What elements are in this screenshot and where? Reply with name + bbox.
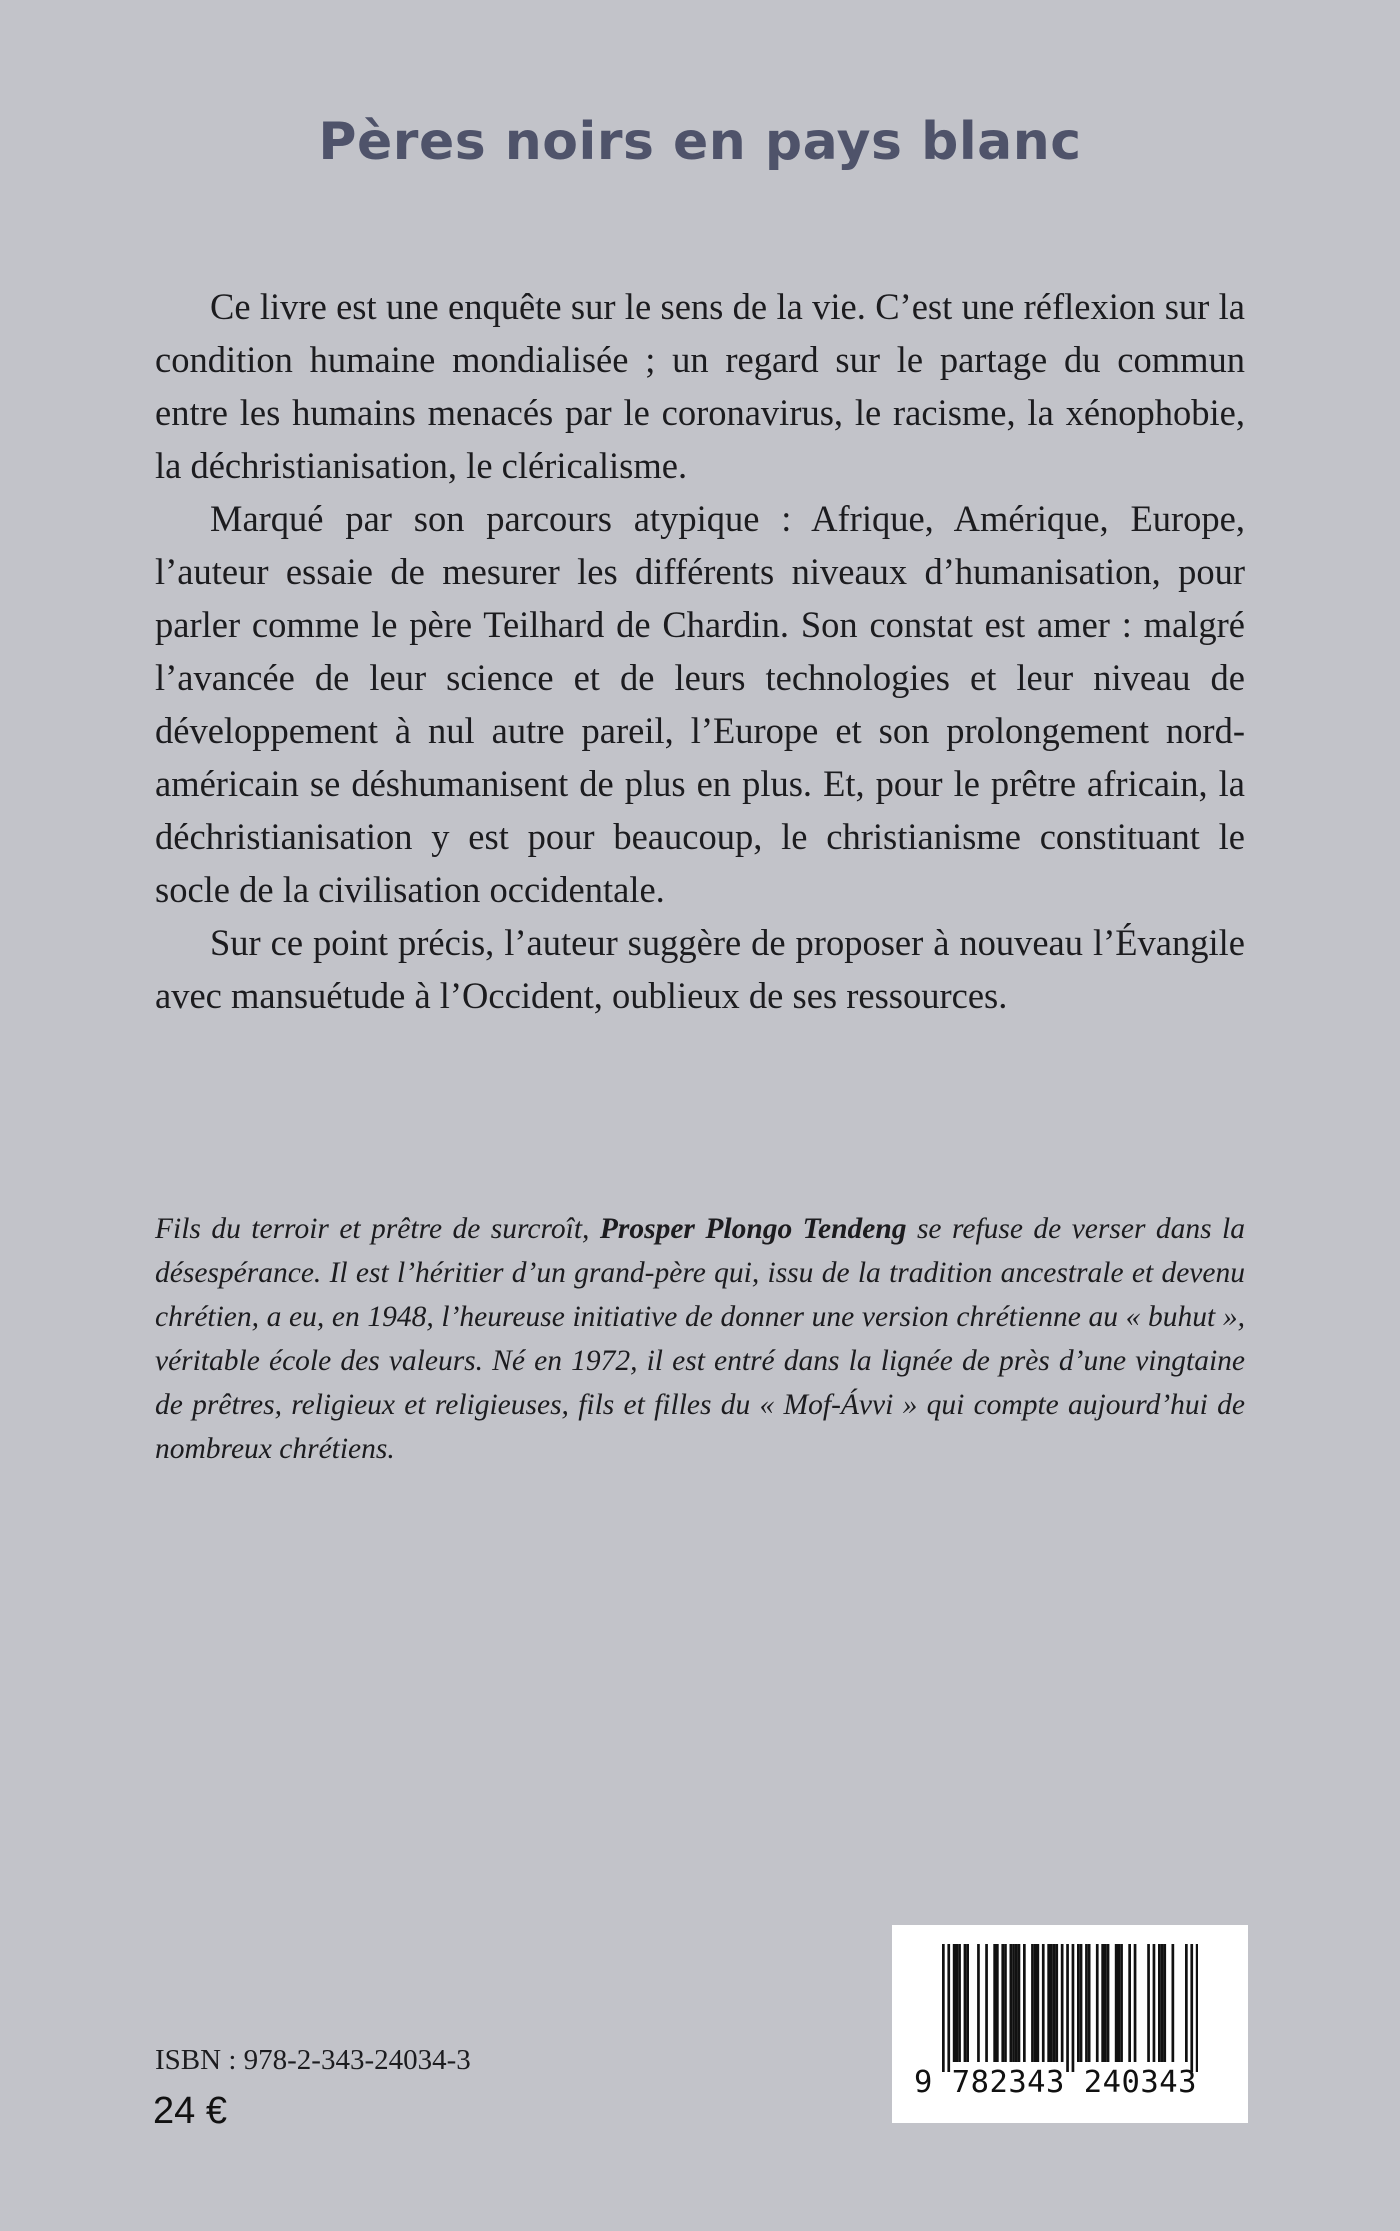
barcode-bar (1066, 1944, 1069, 2072)
barcode-bar (1196, 1944, 1198, 2072)
barcode-bar (1096, 1944, 1099, 2062)
barcode-bar (993, 1944, 996, 2062)
barcode-bar (1061, 1944, 1064, 2062)
book-title: Pères noirs en pays blanc (318, 112, 1082, 172)
barcode-bar (985, 1944, 988, 2062)
author-name: Prosper Plongo Tendeng (599, 1213, 907, 1245)
summary-paragraph-1: Ce livre est une enquête sur le sens de la vie. C’est une réflexion sur la condition humaine mondialisée ; un regard sur le partage du commun entre les humains menacés par le coronavirus, le racisme, la xénophobie, la déchristianisation, le cléricalisme. (155, 286, 1245, 486)
barcode-bar (1050, 1944, 1053, 2062)
barcode-bar (947, 1944, 950, 2072)
barcode-bar (977, 1944, 980, 2062)
barcode-bar (1037, 1944, 1040, 2062)
barcode-bar (1172, 1944, 1175, 2062)
price-label: 24 € (153, 2090, 227, 2132)
barcode-bar (966, 1944, 969, 2062)
book-summary (155, 280, 1245, 1022)
barcode-bar (1034, 1944, 1037, 2062)
barcode-bar (1147, 1944, 1150, 2062)
barcode-number: 9 782343 240343 (914, 2065, 1197, 2100)
barcode-bar (1077, 1944, 1080, 2062)
barcode-bar (1023, 1944, 1026, 2062)
barcode-bar (1128, 1944, 1131, 2062)
barcode-bar (1031, 1944, 1034, 2062)
barcode-bar (1120, 1944, 1123, 2062)
barcode-bar (1010, 1944, 1013, 2062)
barcode (892, 1925, 1248, 2123)
barcode-bar (1055, 1944, 1058, 2062)
barcode-bar (1115, 1944, 1118, 2062)
barcode-bars-icon (942, 1944, 1198, 2072)
barcode-bar (1107, 1944, 1110, 2062)
barcode-bar (1080, 1944, 1083, 2062)
barcode-bar (1153, 1944, 1156, 2062)
barcode-bar (942, 1944, 945, 2072)
barcode-bar (1047, 1944, 1050, 2062)
barcode-bar (1104, 1944, 1107, 2062)
barcode-bar (1088, 1944, 1091, 2062)
barcode-bar (1042, 1944, 1045, 2062)
isbn-label: ISBN : 978-2-343-24034-3 (155, 2044, 471, 2076)
barcode-bar (956, 1944, 959, 2062)
barcode-bar (1015, 1944, 1018, 2062)
author-bio-intro: Fils du terroir et prêtre de surcroît, (155, 1213, 600, 1245)
summary-paragraph-3: Sur ce point précis, l’auteur suggère de proposer à nouveau l’Évangile avec mansuétude à l’Occident, oublieux de ses ressources. (155, 922, 1245, 1016)
barcode-bar (1185, 1944, 1188, 2062)
barcode-bar (1012, 1944, 1015, 2062)
barcode-bar (964, 1944, 967, 2062)
barcode-bar (1004, 1944, 1007, 2062)
barcode-bar (1001, 1944, 1004, 2062)
author-bio-text: se refuse de verser dans la désespérance. Il est l’héritier d’un grand-père qui, issu de la tradition ancestrale et devenu chrétien, a eu, en 1948, l’heureuse initiative de donner une version chrétienne au « buhut », véritable école des valeurs. Né en 1972, il est entré dans la lignée de près d’une vingtaine de prêtres, religieux et religieuses, fils et filles du « Mof-Ávvi » qui compte aujourd’hui de nombreux chrétiens. (155, 1213, 1245, 1465)
barcode-bar (1085, 1944, 1088, 2062)
barcode-bar (1018, 1944, 1021, 2062)
barcode-bar (1072, 1944, 1075, 2072)
summary-paragraph-2: Marqué par son parcours atypique : Afrique, Amérique, Europe, l’auteur essaie de mesurer les différents niveaux d’humanisation, pour parler comme le père Teilhard de Chardin. Son constat est amer : malgré l’avancée de leur science et de leurs technologies et leur niveau de développement à nul autre pareil, l’Europe et son prolongement nord-américain se déshumanisent de plus en plus. Et, pour le prêtre africain, la déchristianisation y est pour beaucoup, le christianisme constituant le socle de la civilisation occidentale. (155, 498, 1245, 910)
barcode-bar (1134, 1944, 1137, 2062)
barcode-bar (1101, 1944, 1104, 2062)
barcode-bar (1163, 1944, 1166, 2062)
barcode-bar (1118, 1944, 1121, 2062)
barcode-bar (958, 1944, 961, 2062)
barcode-bar (996, 1944, 999, 2062)
author-bio (155, 1207, 1245, 1471)
barcode-bar (1158, 1944, 1161, 2062)
barcode-bar (1161, 1944, 1164, 2062)
barcode-bar (953, 1944, 956, 2062)
barcode-bar (1190, 1944, 1193, 2072)
barcode-bar (1053, 1944, 1056, 2062)
